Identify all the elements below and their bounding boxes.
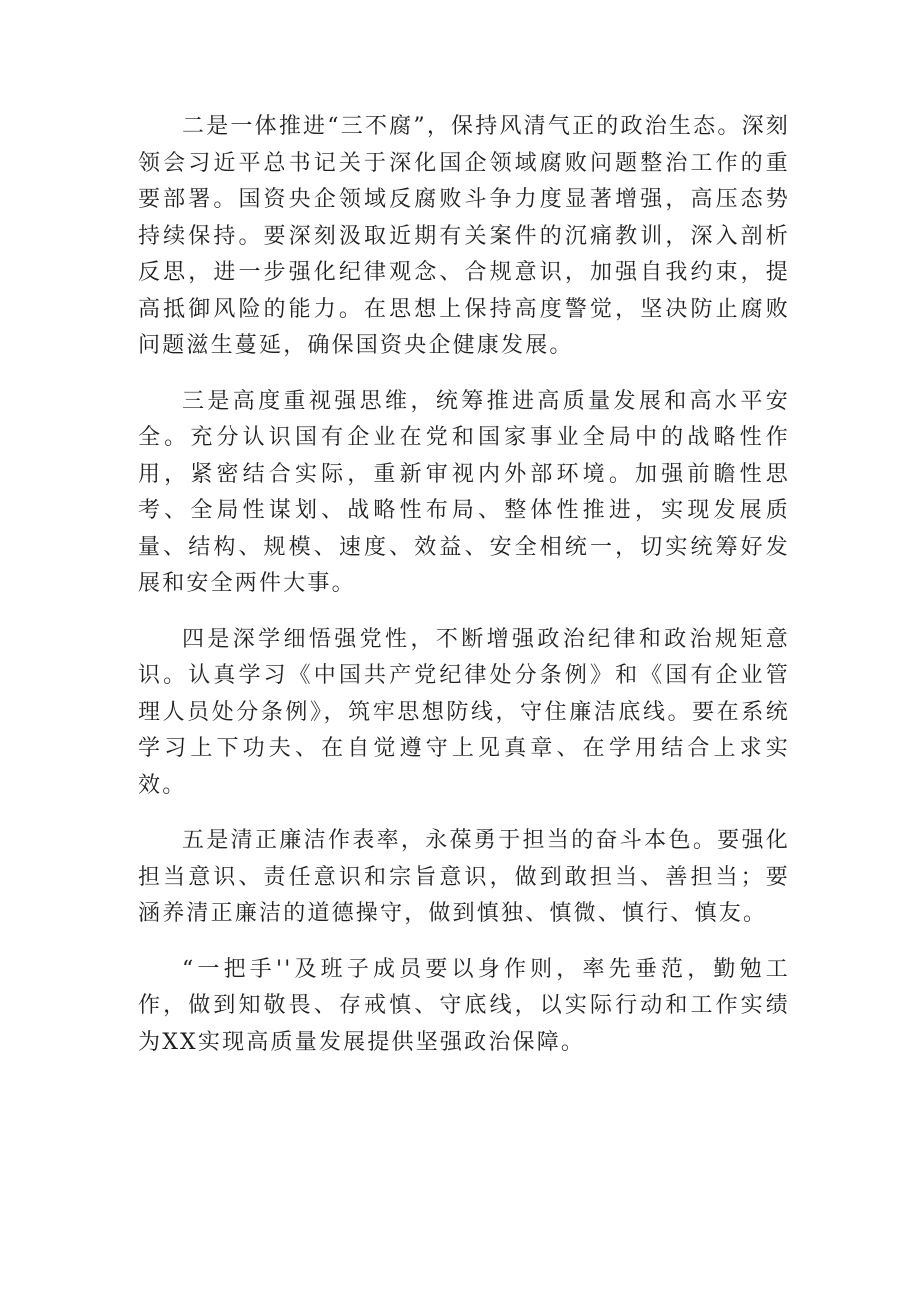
paragraph-three: 三是高度重视强思维，统筹推进高质量发展和高水平安全。充分认识国有企业在党和国家事业全局中的战略性作用，紧密结合实际，重新审视内外部环境。加强前瞻性思考、全局性谋划、战略性布局、整体性推进，实现发展质量、结构、规模、速度、效益、安全相统一，切实统筹好发展和安全两件大事。 <box>138 388 790 596</box>
paragraph-four: 四是深学细悟强党性，不断增强政治纪律和政治规矩意识。认真学习《中国共产党纪律处分条例》和《国有企业管理人员处分条例》，筑牢思想防线，守住廉洁底线。要在系统学习上下功夫、在自觉遵守上见真章、在学用结合上求实效。 <box>138 626 790 798</box>
paragraph-two: 二是一体推进“三不腐”，保持风清气正的政治生态。深刻领会习近平总书记关于深化国企领域腐败问题整治工作的重要部署。国资央企领域反腐败斗争力度显著增强，高压态势持续保持。要深刻汲取近期有关案件的沉痛教训，深入剖析反思，进一步强化纪律观念、合规意识，加强自我约束，提高抵御风险的能力。在思想上保持高度警觉，坚决防止腐败问题滋生蔓延，确保国资央企健康发展。 <box>138 114 790 358</box>
document-body <box>138 109 790 1080</box>
paragraph-closing: “一把手''及班子成员要以身作则，率先垂范，勤勉工作，做到知敬畏、存戒慎、守底线，以实际行动和工作实绩为XX实现高质量发展提供坚强政治保障。 <box>138 956 790 1055</box>
paragraph-five: 五是清正廉洁作表率，永葆勇于担当的奋斗本色。要强化担当意识、责任意识和宗旨意识，做到敢担当、善担当；要涵养清正廉洁的道德操守，做到慎独、慎微、慎行、慎友。 <box>138 828 790 926</box>
